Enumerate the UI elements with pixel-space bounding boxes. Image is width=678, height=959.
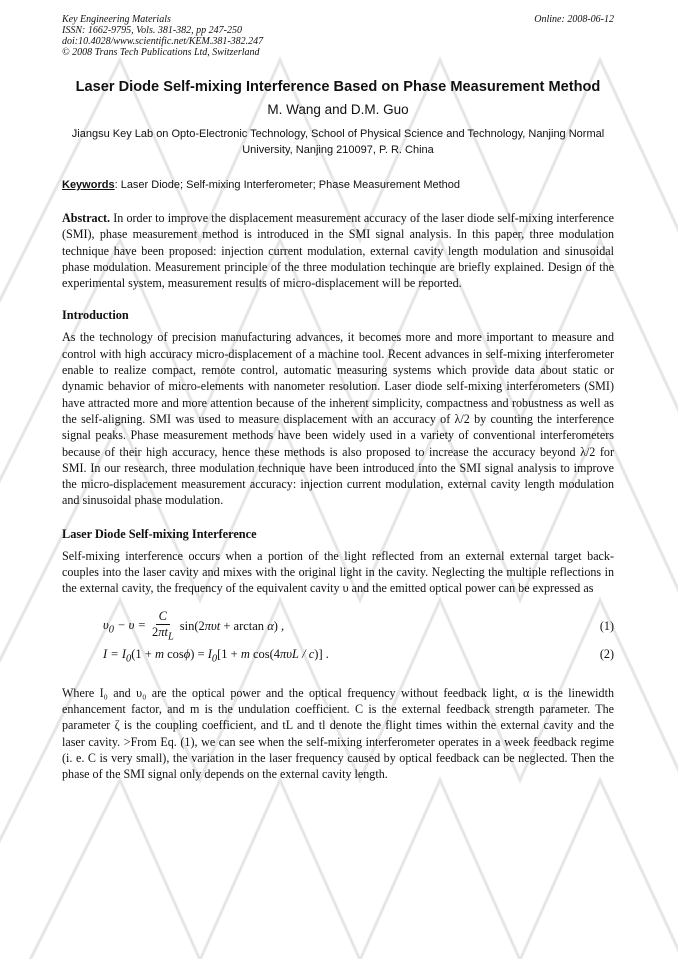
equation-1-number: (1) [599, 618, 614, 633]
paper-page [62, 14, 614, 782]
paper-title: Laser Diode Self-mixing Interference Based on Phase Measurement Method [75, 79, 601, 95]
section-heading-laser-diode: Laser Diode Self-mixing Interference [62, 526, 257, 541]
issn-line: ISSN: 1662-9795, Vols. 381-382, pp 247-250 [62, 25, 242, 36]
section-paragraph-2: Where I₀ and υ₀ are the optical power and the optical frequency without feedback light, α is the linewidth enhancement factor, and m is the undulation coefficient. C is the external feedback strength parameter. The parameter ζ is the coupling coefficient, and tL and tl denote the flight times within the external cavity and the laser cavity. >From Eq. (1), we can see when the self-mixing interferometer operates in a week feedback regime (i. e. C is very small), the variation in the laser frequency caused by optical feedback can be neglected. Then the phase of the SMI signal only depends on the external cavity length. [62, 685, 614, 782]
journal-name: Key Engineering Materials [62, 14, 171, 25]
equation-2-number: (2) [599, 646, 614, 661]
copyright-line: © 2008 Trans Tech Publications Ltd, Switzerland [62, 47, 260, 58]
equation-2: $I = I_0(1 + m$ $\cos\phi) = I_0[1 + m$ cos(4πυL / c)] . [103, 646, 329, 665]
keywords-text: Laser Diode; Self-mixing Interferometer; Phase Measurement Method [117, 179, 461, 191]
abstract-paragraph [62, 210, 614, 291]
author-affiliation: Jiangsu Key Lab on Opto-Electronic Technology, School of Physical Science and Technology, Nanjing Normal University, Nanjing 210097, P. R. China [71, 128, 605, 156]
journal-header [62, 14, 614, 58]
keywords-label: Keywords [62, 179, 115, 191]
paper-authors: M. Wang and D.M. Guo [267, 102, 409, 117]
introduction-heading: Introduction [62, 308, 129, 323]
keywords-line: Keywords: Laser Diode; Self-mixing Interferometer; Phase Measurement Method [62, 179, 461, 191]
abstract-text: In order to improve the displacement measurement accuracy of the laser diode self-mixing interference (SMI), phase measurement method is introduced in the SMI signal analysis. In this paper, three modulation technique have been proposed: injection current modulation, external cavity length modulation and sinusoidal phase modulation. Measurement principle of the three modulation techinque are briefly explained. Design of the experimental system, measurement results of micro-displacement will be reported. [62, 211, 614, 291]
online-date: Online: 2008-06-12 [534, 14, 614, 25]
equations-block [62, 609, 614, 671]
doi-line: doi:10.4028/www.scientific.net/KEM.381-382.247 [62, 36, 264, 47]
introduction-paragraph: As the technology of precision manufacturing advances, it becomes more and more important to measure and control with high accuracy micro-displacement of a machine tool. Recent advances in self-mixing interferometer enable to realize compact, remote control, automatic measuring systems which provide data about static or dynamic behavior of micro-elements with nanometer resolution. Laser diode self-mixing interferometers (SMI) have attracted more and more attention because of the inherent simplicity, compactness and robustness as well as the self-aligning. SMI was used to measure displacement with an accuracy of λ/2 by counting the interference signal peaks. Phase measurement methods have been widely used in a variety of conventional interferometers because of their high accuracy, hence these methods is also proposed to increase the accuracy beyond λ/2 for SMI. In our research, three modulation technique have been introduced into the SMI signal analysis to improve the micro-displacement measurement accuracy: injection current modulation, external cavity length modulation and sinusoidal phase modulation. [62, 330, 614, 508]
abstract-label: Abstract. [62, 211, 111, 225]
section-paragraph-1: Self-mixing interference occurs when a portion of the light reflected from an external external target back-couples into the laser cavity and mixes with the original light in the cavity. Neglecting the multiple reflections in the external cavity, the frequency of the equivalent cavity υ and the emitted optical power can be expressed as [62, 548, 614, 596]
equation-1: $\upsilon_0 - \upsilon$ = $\frac{C}{2\pi t_L}$ sin(2 πυt + arctan α ) , [103, 608, 285, 643]
